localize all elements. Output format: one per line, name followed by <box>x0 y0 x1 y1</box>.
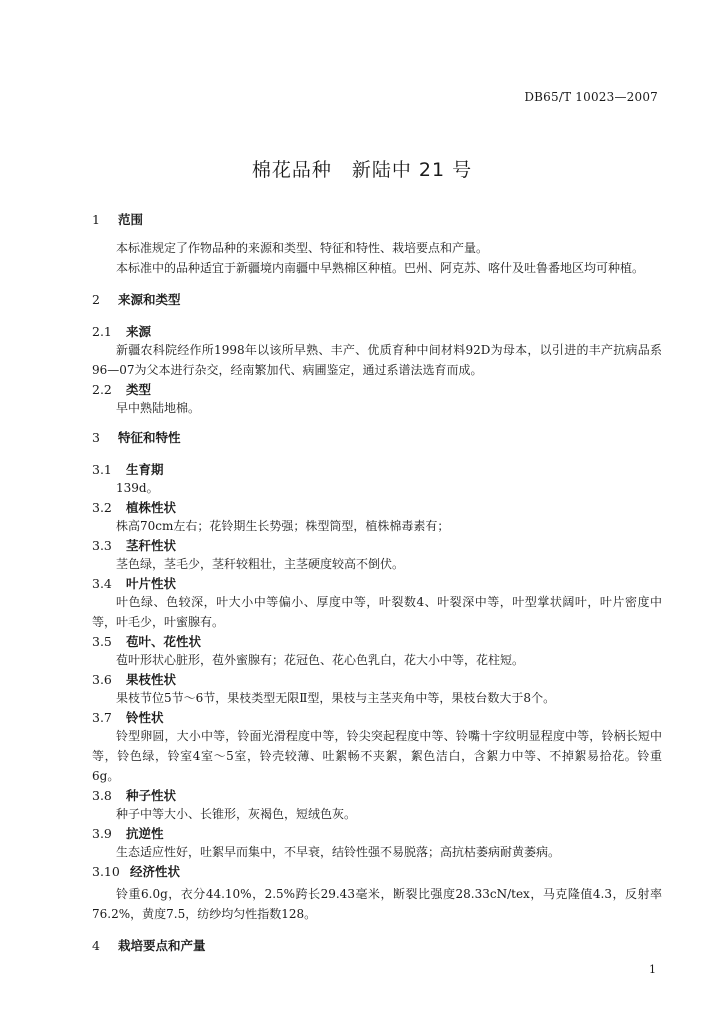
section-number: 3.7 <box>92 710 112 725</box>
paragraph: 茎色绿，茎毛少，茎秆较粗壮，主茎硬度较高不倒伏。 <box>116 557 405 571</box>
section-title: 类型 <box>126 382 152 397</box>
section-3-9-heading <box>92 824 662 842</box>
paragraph: 铃型卵圆，大小中等，铃面光滑程度中等，铃尖突起程度中等、铃嘴十字纹明显程度中等，铃柄长短中等，铃色绿，铃室4室～5室，铃壳较薄、吐絮畅不夹絮，絮色洁白，含絮力中等、不掉絮易拾花。铃重6g。 <box>92 729 662 783</box>
section-number: 1 <box>92 212 100 227</box>
paragraph: 叶色绿、色较深，叶大小中等偏小、厚度中等，叶裂数4、叶裂深中等，叶型掌状阔叶，叶片密度中等，叶毛少，叶蜜腺有。 <box>92 595 662 629</box>
section-title: 苞叶、花性状 <box>126 634 202 649</box>
section-number: 3.3 <box>92 538 112 553</box>
section-2-heading <box>92 290 662 308</box>
document-title: 棉花品种 新陆中 21 号 <box>251 159 473 181</box>
section-number: 3.5 <box>92 634 112 649</box>
section-3-heading <box>92 428 662 446</box>
section-title: 抗逆性 <box>126 826 164 841</box>
section-number: 3.8 <box>92 788 112 803</box>
standard-code: DB65/T 10023—2007 <box>524 90 658 104</box>
section-number: 2 <box>92 292 100 307</box>
section-number: 3.4 <box>92 576 112 591</box>
page-number: 1 <box>649 963 656 976</box>
section-3-8-heading <box>92 786 662 804</box>
section-number: 3.9 <box>92 826 112 841</box>
section-3-7-heading <box>92 708 662 726</box>
section-2-1-heading <box>92 322 662 340</box>
section-3-2-heading <box>92 498 662 516</box>
section-title: 茎秆性状 <box>126 538 177 553</box>
section-title: 叶片性状 <box>126 576 177 591</box>
paragraph: 种子中等大小、长锥形，灰褐色，短绒色灰。 <box>116 807 357 821</box>
section-number: 3.2 <box>92 500 112 515</box>
section-title: 经济性状 <box>130 864 181 879</box>
paragraph: 本标准中的品种适宜于新疆境内南疆中早熟棉区种植。巴州、阿克苏、喀什及吐鲁番地区均可种植。 <box>116 261 645 275</box>
section-3-4-heading <box>92 574 662 592</box>
paragraph: 早中熟陆地棉。 <box>116 401 201 415</box>
section-number: 4 <box>92 938 100 953</box>
section-title: 生育期 <box>126 462 164 477</box>
section-title: 来源和类型 <box>118 292 181 307</box>
paragraph: 铃重6.0g，衣分44.10%，2.5%跨长29.43毫米，断裂比强度28.33cN/tex，马克隆值4.3，反射率76.2%，黄度7.5，纺纱均匀性指数128。 <box>92 887 662 921</box>
paragraph: 生态适应性好，吐絮早而集中，不早衰，结铃性强不易脱落；高抗枯萎病耐黄萎病。 <box>116 845 561 859</box>
section-number: 3 <box>92 430 100 445</box>
section-title: 来源 <box>126 324 152 339</box>
section-title: 范围 <box>118 212 144 227</box>
section-4-heading <box>92 936 662 954</box>
section-title: 铃性状 <box>126 710 164 725</box>
section-number: 3.6 <box>92 672 112 687</box>
section-3-1-heading <box>92 460 662 478</box>
document-body <box>92 210 662 954</box>
section-title: 特征和特性 <box>118 430 181 445</box>
section-3-5-heading <box>92 632 662 650</box>
section-number: 2.2 <box>92 382 112 397</box>
section-title: 果枝性状 <box>126 672 177 687</box>
paragraph: 果枝节位5节～6节，果枝类型无限Ⅱ型，果枝与主茎夹角中等，果枝台数大于8个。 <box>116 691 556 705</box>
paragraph: 新疆农科院经作所1998年以该所早熟、丰产、优质育种中间材料92D为母本，以引进的丰产抗病品系96—07为父本进行杂交，经南繁加代、病圃鉴定，通过系谱法选育而成。 <box>92 343 662 377</box>
section-3-3-heading <box>92 536 662 554</box>
section-title: 种子性状 <box>126 788 177 803</box>
section-1-heading <box>92 210 662 228</box>
paragraph: 苞叶形状心脏形，苞外蜜腺有；花冠色、花心色乳白，花大小中等，花柱短。 <box>116 653 525 667</box>
paragraph: 139d。 <box>116 481 159 495</box>
section-3-10-heading <box>92 862 662 880</box>
section-title: 植株性状 <box>126 500 177 515</box>
section-2-2-heading <box>92 380 662 398</box>
paragraph: 本标准规定了作物品种的来源和类型、特征和特性、栽培要点和产量。 <box>116 241 489 255</box>
section-title: 栽培要点和产量 <box>118 938 206 953</box>
section-number: 2.1 <box>92 324 112 339</box>
section-number: 3.10 <box>92 864 120 879</box>
paragraph: 株高70cm左右；花铃期生长势强；株型筒型，植株棉毒素有； <box>116 519 450 533</box>
section-number: 3.1 <box>92 462 112 477</box>
section-3-6-heading <box>92 670 662 688</box>
